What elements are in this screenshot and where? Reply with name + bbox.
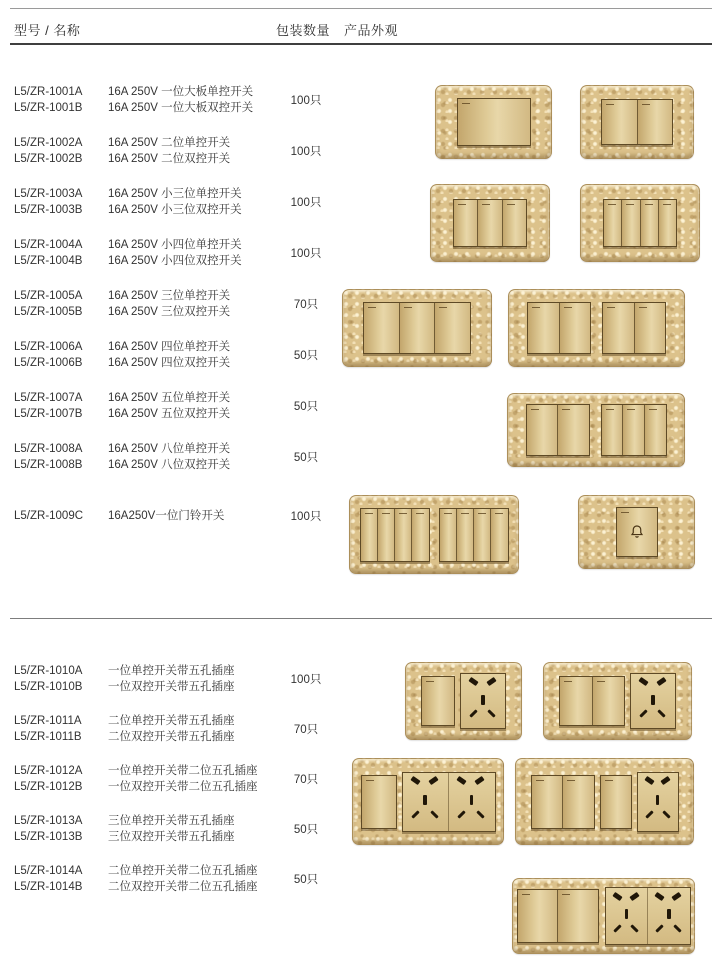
plate-inner xyxy=(353,759,503,844)
switch-rocker xyxy=(477,200,501,246)
socket-5hole xyxy=(403,773,449,831)
doorbell-icon xyxy=(628,523,646,541)
model-number: L5/ZR-1014A xyxy=(14,865,83,877)
product-plate-switch-2gang-socket xyxy=(543,662,692,740)
section-divider-rule xyxy=(10,618,712,619)
model-number: L5/ZR-1003B xyxy=(14,204,83,216)
product-name: 16A 250V 小四位单控开关 xyxy=(108,239,242,251)
socket-hole xyxy=(457,810,465,818)
product-name: 一位双控开关带二位五孔插座 xyxy=(108,781,258,793)
socket-module xyxy=(605,887,691,945)
product-name: 一位双控开关带五孔插座 xyxy=(108,681,235,693)
plate-inner xyxy=(343,290,491,366)
product-name: 16A 250V 小三位双控开关 xyxy=(108,204,242,216)
switch-rocker xyxy=(518,890,558,942)
socket-hole xyxy=(475,776,485,785)
switch-group xyxy=(601,404,667,456)
socket-hole xyxy=(673,924,681,932)
switch-rocker xyxy=(532,776,563,828)
switch-rocker xyxy=(422,677,454,725)
model-number: L5/ZR-1005B xyxy=(14,306,83,318)
package-quantity: 100只 xyxy=(290,248,322,260)
package-quantity: 70只 xyxy=(293,774,319,786)
product-name: 16A 250V 小四位双控开关 xyxy=(108,255,242,267)
table-row xyxy=(14,390,336,422)
socket-hole xyxy=(660,776,670,785)
package-quantity: 50只 xyxy=(293,824,319,836)
switch-rocker xyxy=(490,509,507,561)
plate-inner xyxy=(513,879,694,953)
product-plate-switch-4gang-wide xyxy=(508,289,685,367)
socket-hole xyxy=(486,677,496,686)
product-name: 二位双控开关带五孔插座 xyxy=(108,731,235,743)
switch-rocker xyxy=(394,509,411,561)
socket-hole xyxy=(423,795,427,805)
product-name: 16A 250V 三位单控开关 xyxy=(108,290,231,302)
product-name: 一位单控开关带五孔插座 xyxy=(108,665,235,677)
switch-rocker xyxy=(640,200,658,246)
table-row xyxy=(14,288,336,320)
product-name: 二位单控开关带五孔插座 xyxy=(108,715,235,727)
switch-rocker xyxy=(562,776,594,828)
switch-group xyxy=(439,508,509,562)
socket-hole xyxy=(645,810,653,818)
switch-rocker xyxy=(557,890,598,942)
socket-hole xyxy=(428,776,438,785)
product-name: 16A 250V 五位单控开关 xyxy=(108,392,231,404)
model-number: L5/ZR-1006B xyxy=(14,357,83,369)
model-number: L5/ZR-1013A xyxy=(14,815,83,827)
socket-hole xyxy=(651,695,655,705)
table-row xyxy=(14,339,336,371)
plate-inner xyxy=(406,663,521,739)
model-number: L5/ZR-1001B xyxy=(14,102,83,114)
socket-hole xyxy=(488,709,496,717)
column-header-product-appearance: 产品外观 xyxy=(344,23,399,38)
socket-hole xyxy=(468,677,478,686)
socket-hole xyxy=(656,924,664,932)
product-plate-switch-1gang-large xyxy=(435,85,552,159)
switch-rocker xyxy=(364,303,399,353)
package-quantity: 100只 xyxy=(290,146,322,158)
socket-hole xyxy=(655,891,665,900)
plate-inner xyxy=(431,185,549,261)
product-name: 16A 250V 三位双控开关 xyxy=(108,306,231,318)
socket-5hole xyxy=(461,674,505,728)
model-number: L5/ZR-1011B xyxy=(14,731,82,743)
product-name: 16A 250V 八位单控开关 xyxy=(108,443,231,455)
socket-hole xyxy=(629,891,639,900)
switch-rocker xyxy=(621,200,639,246)
switch-rocker xyxy=(557,405,589,455)
plate-inner xyxy=(579,496,694,568)
product-plate-switch-3gang-socket xyxy=(515,758,694,845)
package-quantity: 50只 xyxy=(293,874,319,886)
product-plate-switch-3gang-wide xyxy=(342,289,492,367)
model-number: L5/ZR-1008B xyxy=(14,459,83,471)
model-number: L5/ZR-1010B xyxy=(14,681,83,693)
socket-hole xyxy=(671,891,681,900)
model-number: L5/ZR-1009C xyxy=(14,510,84,522)
package-quantity: 50只 xyxy=(293,452,319,464)
socket-hole xyxy=(469,709,477,717)
package-quantity: 100只 xyxy=(290,197,322,209)
switch-group xyxy=(421,676,455,726)
model-number: L5/ZR-1010A xyxy=(14,665,83,677)
product-plate-switch-3gang-compact xyxy=(430,184,550,262)
switch-rocker xyxy=(658,200,676,246)
socket-hole xyxy=(411,810,419,818)
model-number: L5/ZR-1013B xyxy=(14,831,83,843)
switch-rocker xyxy=(473,509,490,561)
socket-hole xyxy=(430,810,438,818)
switch-group xyxy=(602,302,666,354)
product-name: 三位单控开关带五孔插座 xyxy=(108,815,235,827)
socket-module xyxy=(630,673,676,729)
socket-hole xyxy=(613,924,621,932)
model-number: L5/ZR-1012A xyxy=(14,765,83,777)
product-plate-switch-5gang-wide xyxy=(507,393,685,467)
socket-hole xyxy=(658,709,666,717)
table-row xyxy=(14,763,336,795)
switch-rocker xyxy=(622,405,644,455)
switch-rocker xyxy=(502,200,526,246)
socket-hole xyxy=(656,677,666,686)
table-row xyxy=(14,713,336,745)
switch-rocker xyxy=(528,303,559,353)
switch-rocker xyxy=(602,405,623,455)
socket-module xyxy=(460,673,506,729)
plate-inner xyxy=(581,185,699,261)
column-header-package-quantity: 包装数量 xyxy=(276,23,331,38)
product-name: 16A 250V 八位双控开关 xyxy=(108,459,231,471)
switch-group xyxy=(453,199,527,247)
product-plate-switch-1gang-socket xyxy=(405,662,522,740)
product-plate-switch-4gang-compact xyxy=(580,184,700,262)
model-number: L5/ZR-1002B xyxy=(14,153,83,165)
plate-inner xyxy=(509,290,684,366)
socket-module xyxy=(402,772,496,832)
product-name: 16A 250V 一位大板单控开关 xyxy=(108,86,254,98)
switch-rocker xyxy=(362,776,396,828)
product-name: 二位双控开关带二位五孔插座 xyxy=(108,881,258,893)
switch-group xyxy=(601,99,673,145)
model-number: L5/ZR-1006A xyxy=(14,341,83,353)
socket-hole xyxy=(410,776,420,785)
plate-inner xyxy=(508,394,684,466)
plate-inner xyxy=(581,86,693,158)
product-name: 16A250V一位门铃开关 xyxy=(108,510,225,522)
socket-hole xyxy=(477,810,485,818)
product-plate-switch-2gang xyxy=(580,85,694,159)
table-row xyxy=(14,663,336,695)
socket-hole xyxy=(662,810,670,818)
switch-rocker xyxy=(458,99,530,145)
model-number: L5/ZR-1014B xyxy=(14,881,83,893)
product-name: 16A 250V 二位单控开关 xyxy=(108,137,231,149)
model-number: L5/ZR-1007A xyxy=(14,392,83,404)
plate-inner xyxy=(436,86,551,158)
switch-rocker xyxy=(399,303,435,353)
column-header-model-name: 型号 / 名称 xyxy=(14,23,81,38)
socket-hole xyxy=(470,795,474,805)
switch-rocker xyxy=(603,303,634,353)
socket-5hole xyxy=(448,773,495,831)
switch-group xyxy=(363,302,471,354)
socket-module xyxy=(637,772,679,832)
switch-rocker xyxy=(617,508,657,556)
package-quantity: 100只 xyxy=(290,511,322,523)
socket-5hole xyxy=(631,674,675,728)
switch-group xyxy=(517,889,599,943)
table-row xyxy=(14,186,336,218)
table-row xyxy=(14,237,336,269)
product-name: 16A 250V 二位双控开关 xyxy=(108,153,231,165)
switch-group xyxy=(531,775,595,829)
package-quantity: 50只 xyxy=(293,401,319,413)
socket-hole xyxy=(457,776,467,785)
model-number: L5/ZR-1002A xyxy=(14,137,83,149)
switch-group xyxy=(361,775,397,829)
socket-hole xyxy=(667,909,671,919)
plate-inner xyxy=(350,496,518,573)
model-number: L5/ZR-1012B xyxy=(14,781,83,793)
socket-hole xyxy=(644,776,654,785)
product-plate-switch-8gang-wide xyxy=(349,495,519,574)
table-row xyxy=(14,84,336,116)
switch-group xyxy=(457,98,531,146)
switch-rocker xyxy=(361,509,377,561)
product-name: 16A 250V 四位双控开关 xyxy=(108,357,231,369)
switch-rocker xyxy=(454,200,477,246)
table-row xyxy=(14,508,336,524)
switch-rocker xyxy=(559,303,591,353)
switch-rocker xyxy=(440,509,456,561)
socket-hole xyxy=(639,709,647,717)
switch-rocker xyxy=(434,303,470,353)
model-number: L5/ZR-1004B xyxy=(14,255,83,267)
product-name: 二位单控开关带二位五孔插座 xyxy=(108,865,258,877)
socket-5hole xyxy=(606,888,648,944)
switch-rocker xyxy=(560,677,592,725)
switch-rocker xyxy=(604,200,621,246)
model-number: L5/ZR-1008A xyxy=(14,443,83,455)
socket-hole xyxy=(481,695,485,705)
plate-inner xyxy=(516,759,693,844)
switch-rocker xyxy=(601,776,631,828)
switch-rocker xyxy=(377,509,394,561)
top-rule xyxy=(10,8,712,9)
table-row xyxy=(14,135,336,167)
socket-5hole xyxy=(647,888,690,944)
package-quantity: 50只 xyxy=(293,350,319,362)
socket-hole xyxy=(631,924,639,932)
switch-rocker xyxy=(634,303,666,353)
product-name: 16A 250V 五位双控开关 xyxy=(108,408,231,420)
product-name: 一位单控开关带二位五孔插座 xyxy=(108,765,258,777)
switch-rocker xyxy=(602,100,637,144)
switch-group xyxy=(559,676,625,726)
model-number: L5/ZR-1005A xyxy=(14,290,83,302)
product-plate-switch-2gang-double-socket xyxy=(512,878,695,954)
product-name: 16A 250V 四位单控开关 xyxy=(108,341,231,353)
switch-rocker xyxy=(456,509,473,561)
table-row xyxy=(14,813,336,845)
product-plate-doorbell-switch xyxy=(578,495,695,569)
switch-rocker xyxy=(637,100,673,144)
socket-5hole xyxy=(638,773,678,831)
table-row xyxy=(14,441,336,473)
switch-group xyxy=(527,302,591,354)
socket-hole xyxy=(625,909,629,919)
table-row xyxy=(14,863,336,895)
product-name: 16A 250V 一位大板双控开关 xyxy=(108,102,254,114)
model-number: L5/ZR-1007B xyxy=(14,408,83,420)
switch-group xyxy=(360,508,430,562)
product-plate-switch-1gang-double-socket xyxy=(352,758,504,845)
plate-inner xyxy=(544,663,691,739)
package-quantity: 100只 xyxy=(290,674,322,686)
switch-group xyxy=(600,775,632,829)
package-quantity: 70只 xyxy=(293,299,319,311)
doorbell-switch-group xyxy=(616,507,658,557)
model-number: L5/ZR-1001A xyxy=(14,86,83,98)
switch-rocker xyxy=(644,405,666,455)
switch-group xyxy=(526,404,590,456)
switch-group xyxy=(603,199,677,247)
switch-rocker xyxy=(592,677,625,725)
product-name: 16A 250V 小三位单控开关 xyxy=(108,188,242,200)
product-name: 三位双控开关带五孔插座 xyxy=(108,831,235,843)
model-number: L5/ZR-1004A xyxy=(14,239,83,251)
package-quantity: 100只 xyxy=(290,95,322,107)
header-rule xyxy=(10,43,712,45)
socket-hole xyxy=(612,891,622,900)
model-number: L5/ZR-1011A xyxy=(14,715,82,727)
model-number: L5/ZR-1003A xyxy=(14,188,83,200)
socket-hole xyxy=(656,795,660,805)
switch-rocker xyxy=(411,509,428,561)
switch-rocker xyxy=(527,405,558,455)
socket-hole xyxy=(638,677,648,686)
package-quantity: 70只 xyxy=(293,724,319,736)
